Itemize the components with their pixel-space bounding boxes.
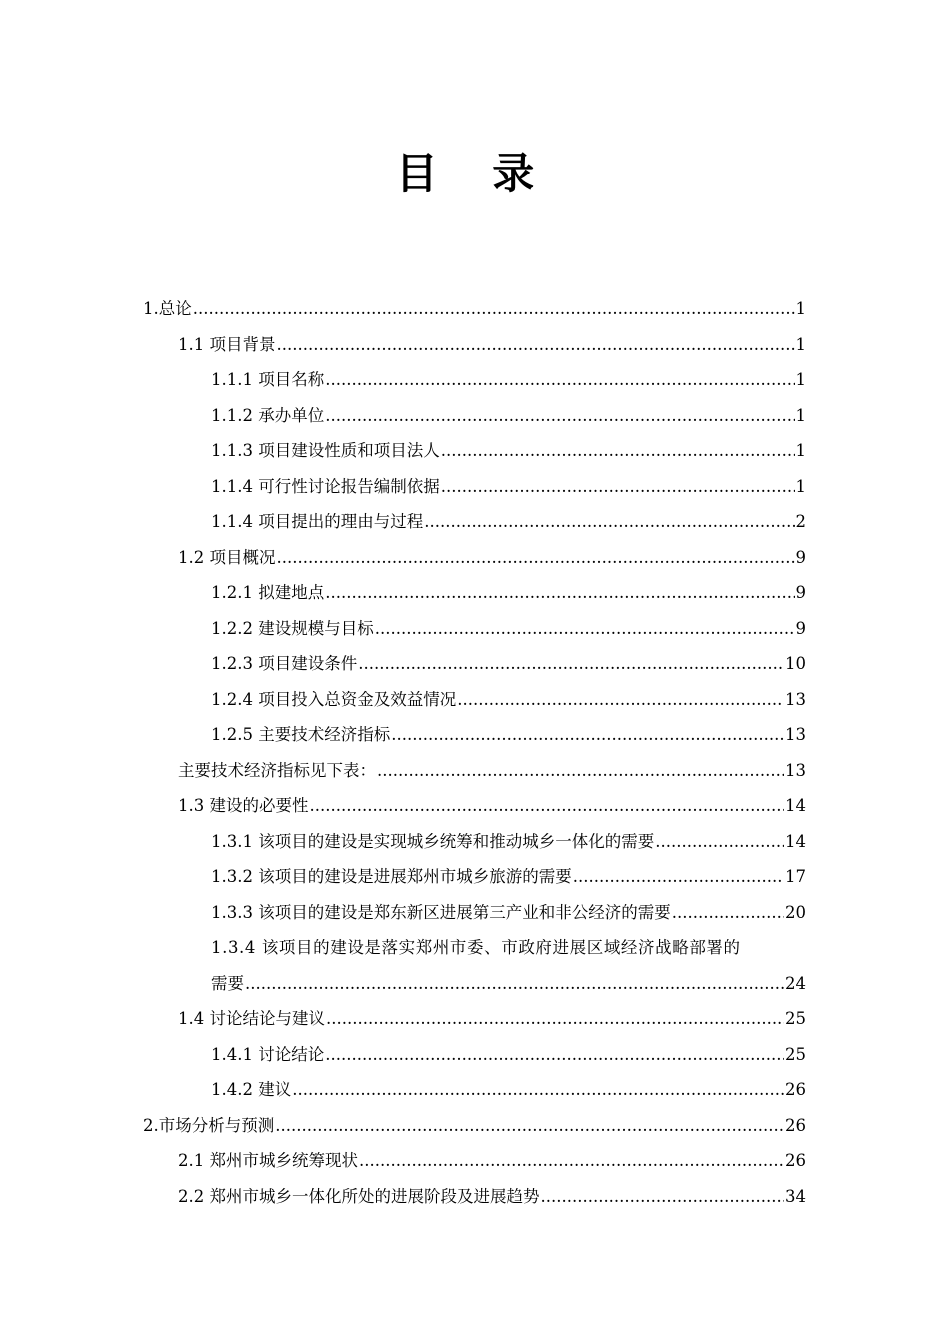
toc-page-number: 13 xyxy=(785,725,806,744)
toc-page-number: 14 xyxy=(785,831,806,851)
toc-page-number: 13 xyxy=(785,689,806,709)
toc-entry-text: 1.总论 xyxy=(143,299,192,318)
toc-page-number: 34 xyxy=(785,1186,806,1206)
toc-dot-leader xyxy=(275,1108,784,1144)
toc-entry[interactable] xyxy=(143,469,806,505)
toc-entry[interactable] xyxy=(143,646,806,682)
toc-entry-text: 1.4.2 建议 xyxy=(211,1080,292,1099)
toc-dot-leader xyxy=(457,682,784,718)
toc-entry[interactable] xyxy=(143,1108,806,1144)
toc-entry-text: 1.3 建设的必要性 xyxy=(178,796,309,815)
toc-entry-text: 1.2 项目概况 xyxy=(178,547,276,567)
toc-entry[interactable] xyxy=(143,1179,806,1215)
toc-dot-leader xyxy=(375,611,795,647)
toc-dot-leader xyxy=(359,1143,784,1179)
toc-page-number: 1 xyxy=(795,299,806,318)
toc-page-number: 9 xyxy=(795,547,806,567)
toc-entry-text: 1.2.4 项目投入总资金及效益情况 xyxy=(211,689,457,709)
toc-dot-leader xyxy=(325,1037,784,1073)
page-title: 目 录 xyxy=(395,149,555,198)
toc-dot-leader xyxy=(277,540,795,576)
toc-entry[interactable] xyxy=(143,717,806,753)
toc-entry[interactable] xyxy=(143,1143,806,1179)
toc-page-number: 26 xyxy=(785,1151,806,1170)
toc-entry[interactable] xyxy=(143,824,806,860)
table-of-contents xyxy=(143,291,806,1214)
toc-entry-text: 1.1 项目背景 xyxy=(178,334,276,354)
toc-entry-text: 2.1 郑州市城乡统筹现状 xyxy=(178,1151,358,1170)
toc-entry[interactable] xyxy=(143,291,806,327)
toc-dot-leader xyxy=(441,469,795,505)
toc-dot-leader xyxy=(310,788,785,824)
toc-dot-leader xyxy=(573,859,784,895)
toc-entry[interactable] xyxy=(143,788,806,824)
toc-entry[interactable] xyxy=(143,895,806,931)
toc-entry-text: 1.4.1 讨论结论 xyxy=(211,1044,325,1064)
toc-entry[interactable] xyxy=(143,398,806,434)
toc-entry-text: 1.3.3 该项目的建设是郑东新区进展第三产业和非公经济的需要 xyxy=(211,902,671,922)
toc-page-number: 10 xyxy=(785,654,806,673)
toc-page-number: 1 xyxy=(795,334,806,354)
toc-dot-leader xyxy=(424,504,794,540)
toc-entry[interactable] xyxy=(143,327,806,363)
toc-dot-leader xyxy=(391,717,784,753)
toc-dot-leader xyxy=(377,753,784,789)
toc-page-number: 26 xyxy=(785,1115,806,1135)
toc-page-number: 1 xyxy=(795,370,806,389)
toc-entry-text: 1.3.1 该项目的建设是实现城乡统筹和推动城乡一体化的需要 xyxy=(211,831,655,851)
toc-dot-leader xyxy=(325,398,794,434)
toc-dot-leader xyxy=(277,327,795,363)
toc-entry[interactable] xyxy=(143,433,806,469)
toc-entry-text: 2.2 郑州市城乡一体化所处的进展阶段及进展趋势 xyxy=(178,1186,540,1206)
toc-dot-leader xyxy=(325,362,794,398)
toc-entry[interactable] xyxy=(143,682,806,718)
toc-page-number: 14 xyxy=(785,796,806,815)
toc-entry[interactable] xyxy=(143,859,806,895)
toc-entry-text: 1.1.3 项目建设性质和项目法人 xyxy=(211,441,440,460)
toc-entry[interactable] xyxy=(143,362,806,398)
toc-dot-leader xyxy=(326,1001,784,1037)
toc-entry[interactable] xyxy=(143,504,806,540)
toc-page-number: 17 xyxy=(785,867,806,886)
toc-page-number: 13 xyxy=(785,760,806,780)
toc-entry[interactable] xyxy=(143,611,806,647)
toc-dot-leader xyxy=(672,895,784,931)
toc-entry-text: 1.2.3 项目建设条件 xyxy=(211,654,358,673)
toc-entry[interactable] xyxy=(143,930,806,1001)
toc-entry[interactable] xyxy=(143,575,806,611)
toc-entry-text: 1.1.4 可行性讨论报告编制依据 xyxy=(211,476,440,496)
toc-entry-text: 1.3.2 该项目的建设是进展郑州市城乡旅游的需要 xyxy=(211,867,572,886)
toc-entry[interactable] xyxy=(143,753,806,789)
toc-page-number: 1 xyxy=(795,405,806,425)
toc-entry-text: 1.2.1 拟建地点 xyxy=(211,583,325,602)
toc-dot-leader xyxy=(441,433,795,469)
toc-page-number: 25 xyxy=(785,1009,806,1028)
toc-entry-text: 1.4 讨论结论与建议 xyxy=(178,1009,325,1028)
toc-dot-leader xyxy=(358,646,784,682)
toc-entry-text: 1.1.4 项目提出的理由与过程 xyxy=(211,512,424,531)
toc-page-number: 9 xyxy=(795,618,806,638)
toc-dot-leader xyxy=(292,1072,784,1108)
toc-entry[interactable] xyxy=(143,540,806,576)
toc-entry-text: 2.市场分析与预测 xyxy=(143,1115,275,1135)
toc-entry[interactable] xyxy=(143,1072,806,1108)
toc-page-number: 24 xyxy=(785,973,806,993)
toc-entry[interactable] xyxy=(143,1001,806,1037)
toc-entry-text: 1.2.2 建设规模与目标 xyxy=(211,618,374,638)
toc-page-number: 2 xyxy=(795,512,806,531)
toc-page-number: 26 xyxy=(785,1080,806,1099)
toc-page-number: 25 xyxy=(785,1044,806,1064)
toc-dot-leader xyxy=(193,291,795,327)
toc-dot-leader xyxy=(655,824,784,860)
toc-dot-leader xyxy=(245,966,784,1002)
toc-entry-text: 1.3.4 该项目的建设是落实郑州市委、市政府进展区域经济战略部署的 xyxy=(211,938,741,957)
toc-entry-text: 1.1.2 承办单位 xyxy=(211,405,325,425)
toc-page-number: 9 xyxy=(795,583,806,602)
toc-page-number: 20 xyxy=(785,902,806,922)
toc-entry-text-continued: 需要 xyxy=(211,973,244,993)
toc-entry[interactable] xyxy=(143,1037,806,1073)
toc-page-number: 1 xyxy=(795,476,806,496)
toc-entry-text: 1.2.5 主要技术经济指标 xyxy=(211,725,391,744)
toc-dot-leader xyxy=(541,1179,785,1215)
toc-entry-text: 1.1.1 项目名称 xyxy=(211,370,325,389)
toc-page-number: 1 xyxy=(795,441,806,460)
toc-entry-text: 主要技术经济指标见下表： xyxy=(178,760,376,780)
toc-dot-leader xyxy=(325,575,794,611)
